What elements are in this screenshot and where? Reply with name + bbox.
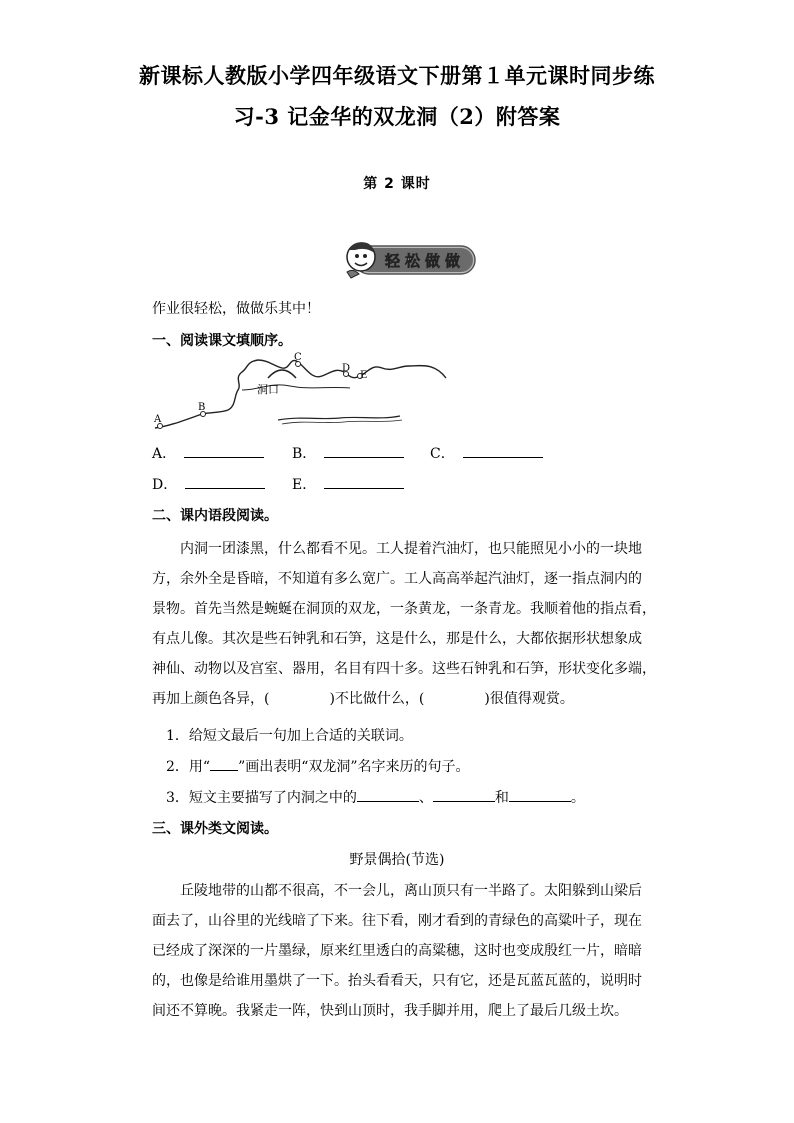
answer-d-label: D． [152, 477, 178, 493]
section-2-heading: 二、课内语段阅读。 [152, 508, 278, 524]
page-title-line-1: 新课标人教版小学四年级语文下册第１单元课时同步练 [139, 63, 655, 88]
passage-line: 有点儿像。其次是些石钟乳和石笋，这是什么，那是什么，大都依据形状想象成 [152, 631, 642, 647]
section-3-heading: 三、课外类文阅读。 [152, 821, 278, 837]
answer-row-2 [152, 474, 712, 494]
question-3-blank-3[interactable] [509, 788, 571, 802]
passage-line: 神仙、动物以及宫室、器用，名目有四十多。这些石钟乳和石笋，形状变化多端， [152, 661, 656, 677]
badge-char-1: 轻 [385, 252, 401, 270]
point-d-label: D [342, 363, 351, 374]
answer-a[interactable] [152, 443, 264, 463]
answer-b-label: B． [292, 446, 317, 462]
section-3-passage [152, 876, 692, 1026]
passage-line: 已经成了深深的一片墨绿，原来红里透白的高粱穗，这时也变成殷红一片，暗暗 [152, 943, 642, 959]
passage-line: 丘陵地带的山都不很高，不一会儿，离山顶只有一半路了。太阳躲到山梁后 [152, 883, 642, 899]
intro-text: 作业很轻松，做做乐其中！ [152, 301, 320, 317]
answer-e-label: E． [292, 477, 317, 493]
answer-b[interactable] [292, 443, 404, 463]
point-c-label: C [294, 352, 302, 363]
answer-e[interactable] [292, 474, 404, 494]
section-2-passage [152, 534, 692, 714]
lesson-label: 第 2 课时 [363, 176, 431, 192]
question-3-prefix: 3．短文主要描写了内洞之中的 [166, 790, 357, 806]
page-title-line-2: 习-3 记金华的双龙洞（2）附答案 [233, 104, 561, 129]
question-2-suffix: ”画出表明“双龙洞”名字来历的句子。 [238, 759, 470, 775]
question-2 [166, 756, 470, 776]
point-b-label: B [198, 402, 206, 413]
passage-line: 内洞一团漆黑，什么都看不见。工人提着汽油灯，也只能照见小小的一块地 [152, 541, 642, 557]
answer-d-blank[interactable] [185, 474, 265, 489]
question-3-blank-2[interactable] [433, 788, 495, 802]
cave-entrance-label: 洞口 [257, 383, 279, 396]
last-line-part-2: )不比做什么，( [329, 691, 425, 707]
question-3-sep-1: 、 [418, 790, 433, 806]
answer-c-blank[interactable] [463, 443, 543, 458]
question-3-blank-1[interactable] [357, 788, 419, 802]
badge-char-4: 做 [445, 252, 461, 270]
section-1-heading: 一、阅读课文填顺序。 [152, 333, 292, 349]
question-1: 1．给短文最后一句加上合适的关联词。 [166, 728, 413, 744]
answer-e-blank[interactable] [324, 474, 404, 489]
passage-line: 景物。首先当然是蜿蜒在洞顶的双龙，一条黄龙，一条青龙。我顺着他的指点看， [152, 601, 656, 617]
question-2-prefix: 2．用“ [166, 759, 211, 775]
passage-last-line [152, 684, 692, 714]
passage-subtitle: 野景偶拾(节选) [349, 852, 445, 868]
cave-route-map [150, 350, 450, 435]
question-3-sep-2: 和 [494, 790, 509, 806]
badge-char-2: 松 [405, 252, 421, 270]
passage-line: 面去了，山谷里的光线暗了下来。往下看，刚才看到的青绿色的高粱叶子，现在 [152, 913, 642, 929]
question-3-end: 。 [570, 790, 585, 806]
passage-line: 方，余外全是昏暗，不知道有多么宽广。工人高高举起汽油灯，逐一指点洞内的 [152, 571, 642, 587]
passage-line: 的，也像是给谁用墨烘了一下。抬头看看天，只有它，还是瓦蓝瓦蓝的，说明时 [152, 973, 642, 989]
route-diagram [150, 350, 450, 435]
answer-b-blank[interactable] [324, 443, 404, 458]
question-3 [166, 787, 585, 807]
answer-a-label: A． [152, 446, 177, 462]
passage-line: 间还不算晚。我紧走一阵，快到山顶时，我手脚并用，爬上了最后几级土坎。 [152, 1003, 628, 1019]
badge-graphic [341, 238, 477, 280]
last-line-part-1: 再加上颜色各异，( [152, 691, 270, 707]
last-line-part-3: )很值得观赏。 [484, 691, 574, 707]
point-a-label: A [154, 414, 162, 425]
answer-d[interactable] [152, 474, 265, 494]
answer-c-label: C． [430, 446, 455, 462]
answer-row-1 [152, 443, 712, 463]
underline-sample [210, 757, 238, 771]
exercise-badge [341, 238, 477, 280]
answer-a-blank[interactable] [184, 443, 264, 458]
answer-c[interactable] [430, 443, 543, 463]
point-e-label: E [360, 370, 368, 381]
badge-char-3: 做 [425, 252, 441, 270]
